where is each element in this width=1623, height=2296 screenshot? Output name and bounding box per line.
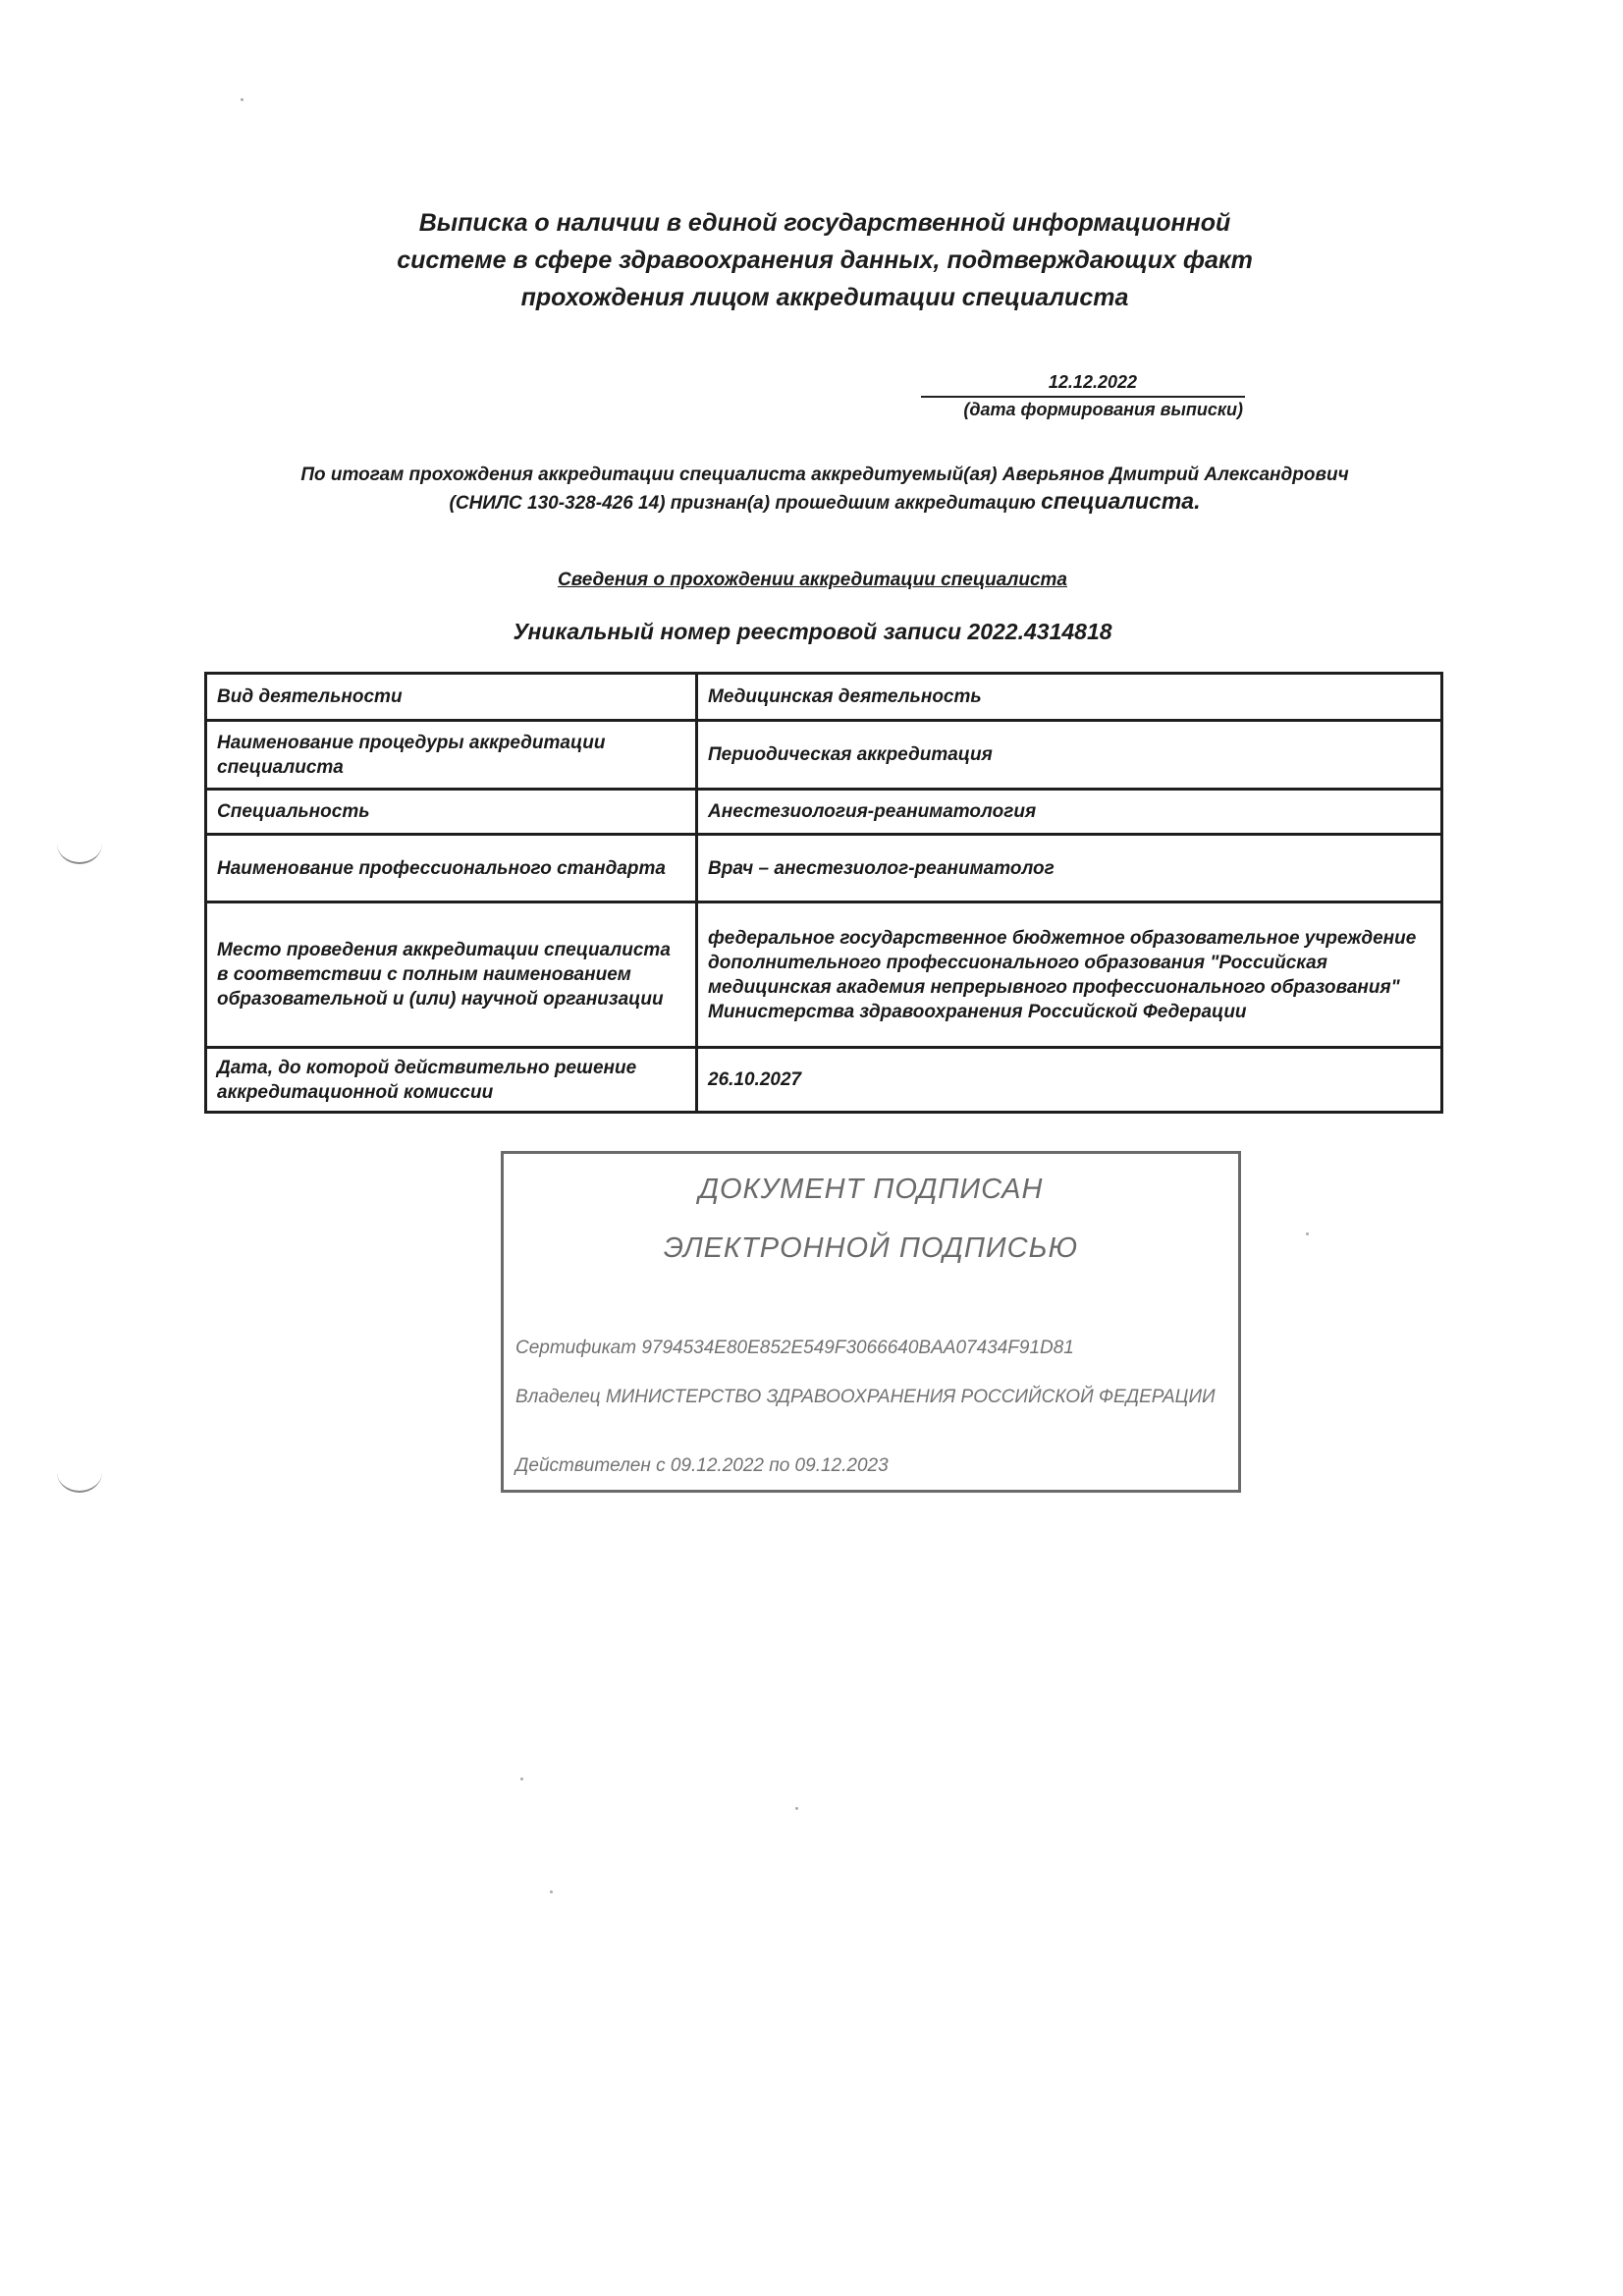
formation-date: 12.12.2022 <box>1048 372 1137 392</box>
row-key: Место проведения аккредитации специалиста в соответствии с полным наименованием образовательной и (или) научной организации <box>206 902 697 1048</box>
row-key: Специальность <box>206 790 697 835</box>
title-line: системе в сфере здравоохранения данных, подтверждающих факт <box>397 246 1253 274</box>
scan-speck <box>550 1890 553 1893</box>
table-row <box>206 902 1442 1048</box>
row-key: Вид деятельности <box>206 674 697 721</box>
stamp-owner: Владелец МИНИСТЕРСТВО ЗДРАВООХРАНЕНИЯ РОССИЙСКОЙ ФЕДЕРАЦИИ <box>515 1387 1216 1407</box>
punch-hole-mark <box>57 1451 102 1493</box>
punch-hole-mark <box>57 823 102 864</box>
table-row <box>206 790 1442 835</box>
document-title <box>295 204 1355 316</box>
row-value: Периодическая аккредитация <box>697 721 1442 790</box>
scan-speck <box>795 1807 798 1810</box>
table-row <box>206 674 1442 721</box>
electronic-signature-stamp <box>501 1151 1241 1493</box>
stamp-validity: Действителен с 09.12.2022 по 09.12.2023 <box>515 1455 889 1476</box>
row-value: Медицинская деятельность <box>697 674 1442 721</box>
section-heading: Сведения о прохождении аккредитации специалиста <box>557 570 1067 590</box>
stamp-title-line-2: ЭЛЕКТРОННОЙ ПОДПИСЬЮ <box>663 1232 1079 1264</box>
row-key: Дата, до которой действительно решение аккредитационной комиссии <box>206 1048 697 1113</box>
intro-line-2-end: специалиста. <box>1041 488 1201 514</box>
row-value: 26.10.2027 <box>697 1048 1442 1113</box>
table-row <box>206 1048 1442 1113</box>
intro-line-2-start: (СНИЛС 130-328-426 14) признан(а) прошедшим аккредитацию <box>449 493 1036 514</box>
row-value: федеральное государственное бюджетное образовательное учреждение дополнительного профессионального образования "Российская медицинская академия непрерывного профессионального образования" Министерства здравоохранения Российской Федерации <box>697 902 1442 1048</box>
scan-speck <box>241 98 243 101</box>
intro-line-1: По итогам прохождения аккредитации специалиста аккредитуемый(ая) Аверьянов Дмитрий Александрович <box>300 465 1349 485</box>
table-row <box>206 721 1442 790</box>
registry-number: Уникальный номер реестровой записи 2022.4314818 <box>513 619 1112 644</box>
formation-date-caption: (дата формирования выписки) <box>963 400 1243 419</box>
title-line: Выписка о наличии в единой государственной информационной <box>418 209 1231 237</box>
scan-speck <box>520 1777 523 1780</box>
row-key: Наименование профессионального стандарта <box>206 835 697 902</box>
formation-date-block <box>921 370 1245 421</box>
row-key: Наименование процедуры аккредитации специалиста <box>206 721 697 790</box>
row-value: Врач – анестезиолог-реаниматолог <box>697 835 1442 902</box>
intro-line-2 <box>236 488 1414 517</box>
intro-paragraph <box>236 462 1414 517</box>
row-value: Анестезиология-реаниматология <box>697 790 1442 835</box>
stamp-title-line-1: ДОКУМЕНТ ПОДПИСАН <box>698 1174 1044 1205</box>
table-row <box>206 835 1442 902</box>
title-line: прохождения лицом аккредитации специалиста <box>520 284 1129 311</box>
scan-speck <box>1306 1232 1309 1235</box>
stamp-certificate: Сертификат 9794534E80E852E549F3066640BAA07434F91D81 <box>515 1338 1074 1358</box>
accreditation-table <box>204 672 1443 1114</box>
